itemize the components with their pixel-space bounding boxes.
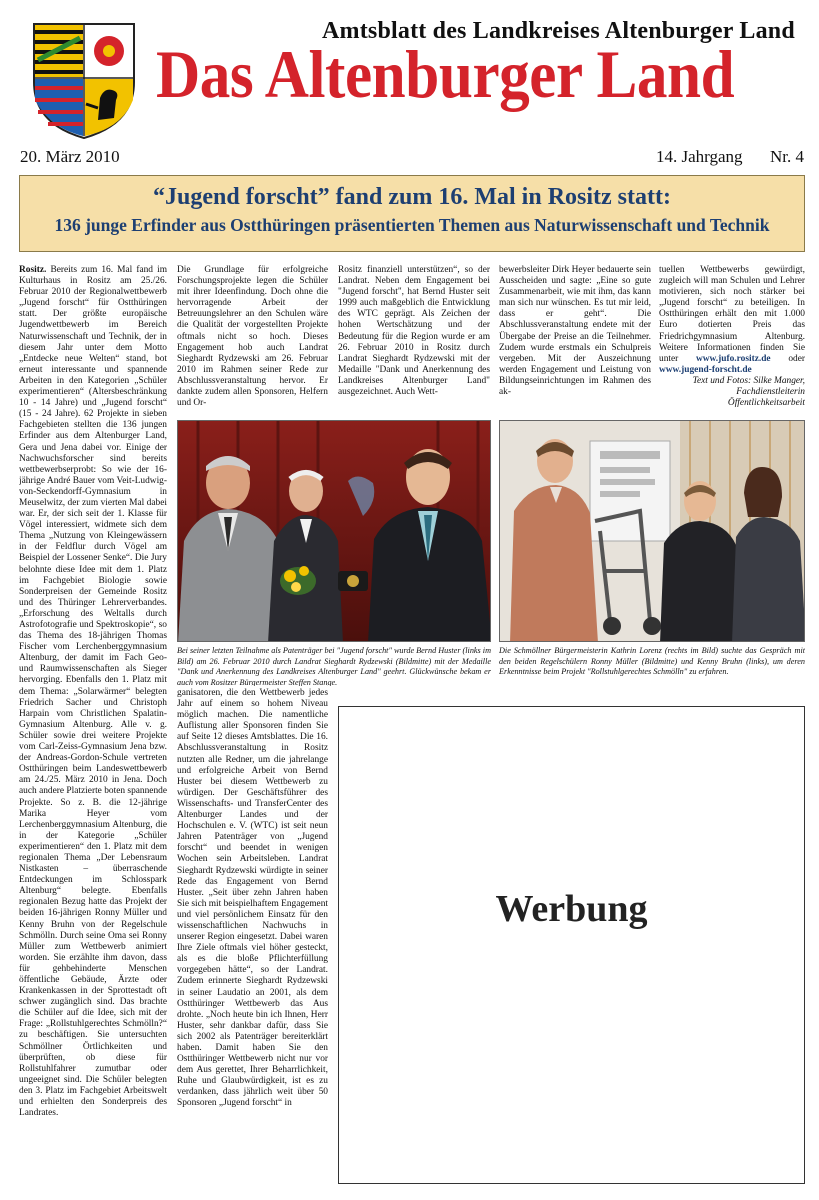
headline-box [19, 175, 805, 252]
headline-title: “Jugend forscht” fand zum 16. Mal in Rositz statt: [153, 184, 671, 210]
article-column-1 [19, 265, 167, 1190]
photo-students-project [499, 420, 805, 642]
article-text-2: Die Grundlage für erfolgreiche Forschungsprojekte legen die Schüler mit ihrer Ideenfindung. Doch ohne die hervorragende Arbeit der Betreuungslehrer an den Schulen wäre die Qualität der vorgestellten Projekte oftmals nicht so hoch. Dieses Engagement hob auch Landrat Sieghardt Rydzewski am 26. Februar 2010 im Rahmen seiner Rede zur Abschlussveranstaltung hervor. Er dankte zudem allen Sponsoren, Helfern und Or- [177, 265, 328, 409]
dateline: Rositz. [19, 265, 47, 275]
masthead-subtitle: Amtsblatt des Landkreises Altenburger Land [322, 18, 795, 44]
masthead-title: Das Altenburger Land [156, 36, 735, 112]
article-column-3 [338, 265, 490, 413]
article-text-2b: ganisatoren, die den Wettbewerb jedes Jahr auf einem so hohem Niveau möglich machen. Die namentliche Auflistung aller Sponsoren finden Sie auf Seite 12 dieses Amtsblattes. Die 16. Abschlussveranstaltung in Rositz nutzten alle Redner, um die jahrelange und erfolgreiche Arbeit von Bernd Huster bei diesem Wettbewerb zu würdigen. Der Geschäftsführer des Wissenschafts- und TransferCenter des Altenburger Landes und der Hochschulen e. V. (WTC) ist seit neun Jahren Patenträger von „Jugend forscht“ und beendet in wenigen Wochen sein Arbeitsleben. Landrat Sieghardt Rydzewski würdigte in seiner Rede das Engagement von Bernd Huster. „Seit über zehn Jahren haben Sie sich mit beispielhaftem Engagement und viel persönlichem Einsatz für den wissenschaftlichen Nachwuchs in unserer Region eingesetzt. Dabei waren Ihre Ziele oftmals viel höher gesteckt, als es die bloße Pflichterfüllung vorgegeben hätte“, so der Landrat. Zudem erinnerte Sieghardt Rydzewski in seiner Laudatio an 2001, als dem Ostthüringer Wettbewerb das Aus drohte. „Noch heute bin ich Ihnen, Herr Huster, sehr dankbar dafür, dass Sie sich 2002 als Patenträger bereiterklärt haben. Damit haben Sie den Ostthüringer Wettbewerb nicht nur vor dem Aus gerettet, Ihrer Beharrlichkeit, Ruhe und Glaubwürdigkeit, ist es zu verdanken, dass jährlich weit über 50 Sponsoren „Jugend forscht“ in [177, 688, 328, 1109]
article-column-4 [499, 265, 651, 413]
article-column-2-continued [177, 688, 328, 1193]
link-jufo-rositz[interactable]: www.jufo.rositz.de [696, 353, 771, 364]
article-column-5 [659, 265, 805, 413]
article-text-4: bewerbsleiter Dirk Heyer bedauerte sein Ausscheiden und sagte: „Eine so gute Zusammenarbeit, wie mit ihm, das kann man sich nur wünschen. Es tut mir leid, dass er geht“. Die Abschlussveranstaltung endete mit der Übergabe der Preise an die Teilnehmer. Zudem wurde erstmals ein Schulpreis vergeben. Mit der Auszeichnung werden Engagement und Leistung von Bildungseinrichtungen im Rahmen des ak- [499, 265, 651, 398]
article-text-5: tuellen Wettbewerbs gewürdigt, zugleich will man Schulen und Lehrer motivieren, sich noch stärker bei „Jugend forscht“ zu beteiligen. In Ostthüringen erhält den mit 1.000 Euro dotierten Preis das Friedrichgymnasium Altenburg. Weitere Informationen finden Sie unter [659, 265, 805, 364]
photo-award-ceremony [177, 420, 491, 642]
coat-of-arms-icon [30, 20, 138, 140]
headline-subtitle: 136 junge Erfinder aus Ostthüringen präsentierten Themen aus Naturwissenschaft und Technik [54, 215, 770, 235]
article-text-1: Bereits zum 16. Mal fand im Kulturhaus in Rositz am 25./26. Februar 2010 der Regionalwettbewerb „Jugend forscht“ für Ostthüringen statt. Der größte europäische Jugendwettbewerb im Bereich Naturwissenschaft und Technik, der in diesem Jahr unter dem Motto „Entdecke neue Welten“ stand, bot erneut interessante und spannende Arbeiten in den Kategorien „Schüler experimentieren“ (Altersbeschränkung 10 - 14 Jahre) und „Jugend forscht“ (15 - 24 Jahre). 62 Projekte in sieben Fachgebieten stellten die 136 jungen Erfinder aus dem Altenburger Land, Gera und Jena dabei vor. Einige der Nachwuchsforscher sind bereits wettbewerbserprobt: So wie der 16-jährige André Bauer vom Veit-Ludwig-von-Seckendorff-Gymnasium in Meuselwitz, der zum vierten Mal dabei war. Er, der sich seit der 1. Klasse für Vögel interessiert, widmete sich dem Thema „Nutzung von Kleingewässern in der Feldflur durch Vögel am Beispiel der Lossener Senke“. Die Jury belohnte diese Idee mit dem 1. Platz im Fachgebiet Biologie sowie Sonderpreisen der Gemeinde Rositz und des Thüringer Lehrerverbandes. „Erforschung des Weltalls durch Astrofotografie und Spektroskopie“, so das Thema des 18-jährigen Thomas Fischer vom Lerchenberggymnasium Altenburg, der damit im Fach Geo- und Raumwissenschaften als Sieger hervorging. Ebenfalls den 1. Platz mit dem Thema: „Solarwärmer“ belegten Friedrich Sacher und Christoph Harpain vom Christlichen Spalatin-Gymnasium Altenburg. Alle v. g. Schüler sowie drei weitere Projekte vom Carl-Zeiss-Gymnasium Jena bzw. der Andreas-Gordon-Schule vertreten Ostthüringen beim Landeswettbewerb am 24./25. März 2010 in Jena. Doch auch andere Platzierte boten spannende Projekte. So z. B. die 12-jährige Marika Heyer vom Lerchenberggymnasium Altenburg, die in der Kategorie „Schüler experimentieren“ den 1. Platz mit dem regionalen Thema „Der Lebensraum Nistkasten – überraschende Entdeckungen im Schlosspark Altenburg“ belegte. Ebenfalls regionalen Bezug hatte das Projekt der beiden 16-jährigen Ronny Müller und Kenny Bruhn von der Regelschule Schmölln. Durch seine Oma sei Ronny Müller zum Wettbewerb animiert worden. Sie erzählte ihm davon, dass für gehbehinderte Menschen öffentliche Gebäude, Ärzte oder Krankenkassen in der Sprottestadt oft schwer zugänglich sind. Das brachte die Schüler auf die Idee, sich mit der Frage: „Rollstuhlgerechtes Schmölln?“ zu beschäftigen. Sie untersuchten Schmöllner Örtlichkeiten und überprüften, ob diese für Rollstuhlfahrer zumutbar oder ungeeignet sind. Die Schüler belegten den 3. Platz im Fachgebiet Arbeitswelt und erhielten den Sonderpreis des Landrates. [19, 265, 167, 1119]
photo-credit: Text und Fotos: Silke Manger, Fachdienstleiterin Öffentlichkeitsarbeit [692, 375, 805, 409]
advertisement-label: Werbung [495, 888, 648, 930]
link-separator: oder [770, 353, 805, 364]
article-column-2 [177, 265, 328, 413]
photo-caption-1: Bei seiner letzten Teilnahme als Patenträger bei "Jugend forscht" wurde Bernd Huster (links im Bild) am 26. Februar 2010 durch Landrat Sieghardt Rydzewski (Bildmitte) mit der Medaille "Dank und Anerkennung des Landkreises Altenburger Land" geehrt. Glückwünsche bekam er auch vom Rositzer Bürgermeister Steffen Stange. [177, 646, 491, 686]
advertisement-box [338, 706, 805, 1184]
photo-caption-2: Die Schmöllner Bürgermeisterin Kathrin Lorenz (rechts im Bild) suchte das Gespräch mit den beiden Regelschülern Ronny Müller (Bildmitte) und Kenny Bruhn (links), um deren Erkenntnisse beim Projekt "Rollstuhlgerechtes Schmölln" zu erfahren. [499, 646, 805, 677]
link-jugend-forscht[interactable]: www.jugend-forscht.de [659, 364, 752, 375]
article-text-3: Rositz finanziell unterstützen“, so der Landrat. Neben dem Engagement bei "Jugend forscht", hat Bernd Huster seit 1999 auch maßgeblich die Entwicklung des WTC geprägt. Als Zeichen der hohen Wertschätzung und der Bedeutung für die Region wurde er am 26. Februar 2010 in Rositz durch Landrat Sieghardt Rydzewski mit der Medaille "Dank und Anerkennung des Landkreises Altenburger Land" ausgezeichnet. Auch Wett- [338, 265, 490, 398]
issue-year: 14. Jahrgang [656, 147, 743, 166]
issue-number: Nr. 4 [770, 147, 804, 166]
issue-date: 20. März 2010 [20, 147, 120, 166]
